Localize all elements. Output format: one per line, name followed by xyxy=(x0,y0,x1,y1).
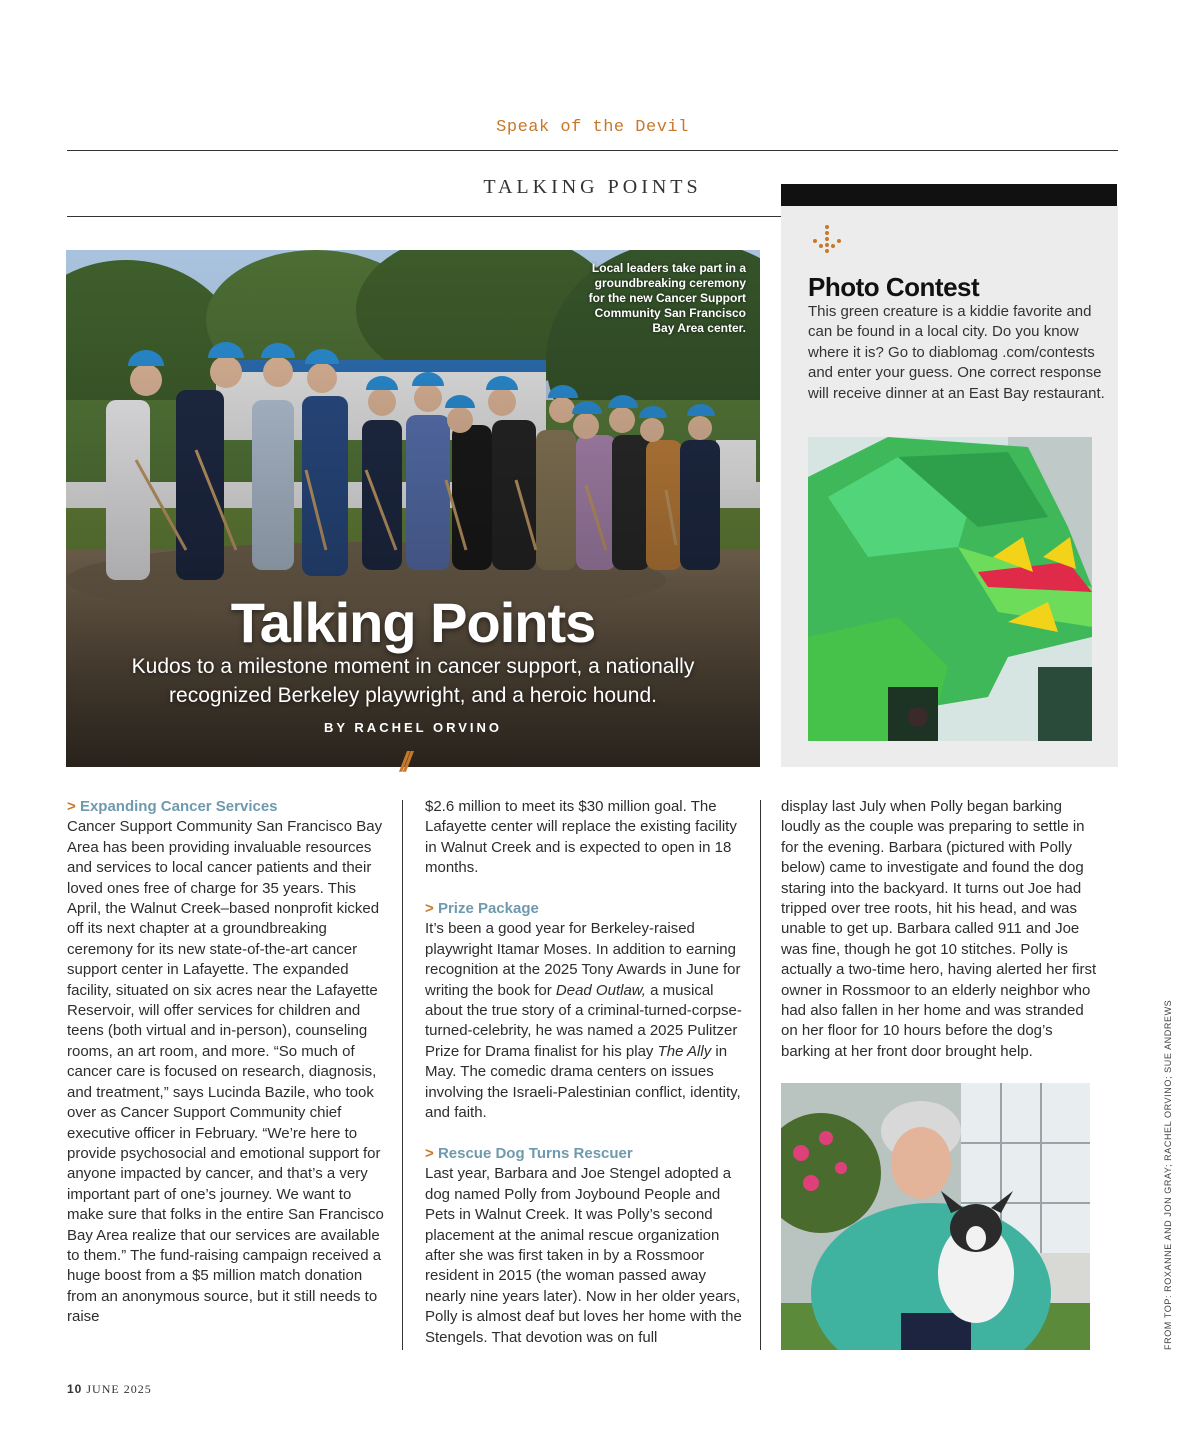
section-kicker: Speak of the Devil xyxy=(496,118,689,137)
photo-caption: Local leaders take part in a groundbreaking ceremony for the new Cancer Support Community San Francisco Bay Area center. xyxy=(588,261,746,335)
chevron-right-icon: > xyxy=(425,1144,438,1162)
subhead-prize-package xyxy=(425,899,743,919)
sidebar-header-bar xyxy=(781,184,1117,206)
article-byline: BY RACHEL ORVINO xyxy=(323,720,503,735)
green-creature-photo xyxy=(808,437,1092,741)
photo-contest-sidebar xyxy=(781,206,1118,767)
paragraph: Cancer Support Community San Francisco Bay Area has been providing invaluable resources and services to local cancer patients and their loved ones free of charge for 35 years. This April, the Walnut Creek–based nonprofit kicked off its next chapter at a groundbreaking ceremony for its new state-of-the-art cancer support center in Lafayette. The expanded facility, situated on six acres near the Lafayette Reservoir, will offer services for children and teens (both virtual and in-person), counseling rooms, an art room, and more. “So much of cancer care is focused on research, diagnosis, and treatment,” says Lucinda Bazile, who took over as Cancer Support Community chief executive officer in February. “We’re here to provide psychosocial and emotional support for anyone impacted by cancer, and that’s a very important part of one’s journey. We want to make sure that folks in the entire San Francisco Bay Area realize that our services are available to them.” The fund-raising campaign received a huge boost from a $5 million match donation from an anonymous source, but it still needs to raise xyxy=(67,818,384,1326)
chevron-right-icon: > xyxy=(425,900,438,918)
article-column-3 xyxy=(781,797,1099,1062)
dotted-arrow-down-icon xyxy=(811,224,843,260)
green-creature-illustration xyxy=(808,437,1092,741)
section-title: TALKING POINTS xyxy=(483,176,702,198)
subhead-text: Expanding Cancer Services xyxy=(79,798,278,815)
text-run: in May. The comedic drama centers on issues involving the Israeli-Palestinian conflict, identity, and faith. xyxy=(425,1042,741,1122)
spacer xyxy=(425,1123,743,1143)
sidebar-text: This green creature is a kiddie favorite and can be found in a local city. Do you know where it is? Go to diablomag .com/contests and enter your guess. One correct response will receive dinner at an East Bay restaurant. xyxy=(808,303,1105,402)
paragraph: $2.6 million to meet its $30 million goal. The Lafayette center will replace the existing facility in Walnut Creek and is expected to open in 18 months. xyxy=(425,798,737,877)
text-run: It’s been a good year for Berkeley-raised playwright Itamar Moses. In addition to earning recognition at the 2025 Tony Awards in June for writing the book for xyxy=(425,920,741,999)
page-number: 10 xyxy=(67,1382,83,1396)
chevron-right-icon: > xyxy=(67,798,80,815)
column-rule xyxy=(760,800,761,1350)
column-rule xyxy=(402,800,403,1350)
hero-photo xyxy=(66,250,760,767)
top-divider xyxy=(67,150,1118,151)
page-folio xyxy=(67,1382,152,1397)
issue-date: JUNE 2025 xyxy=(86,1382,152,1396)
subhead-text: Prize Package xyxy=(437,900,539,918)
woman-with-dog-illustration xyxy=(781,1083,1090,1350)
spacer xyxy=(425,879,743,899)
slash-ornament: // xyxy=(400,746,408,777)
woman-with-dog-photo xyxy=(781,1083,1090,1350)
subhead-expanding-cancer-services xyxy=(67,797,385,817)
article-column-2 xyxy=(425,797,743,1348)
article-title: Talking Points xyxy=(230,591,596,654)
work-title: The Ally xyxy=(657,1042,712,1060)
sidebar-title: Photo Contest xyxy=(808,272,980,302)
text-run: a musical about the true story of a criminal-turned-corpse-turned-celebrity, he was named a 2025 Pulitzer Prize for Drama finalist for his play xyxy=(425,981,742,1060)
work-title: Dead Outlaw, xyxy=(555,981,646,999)
paragraph: display last July when Polly began barking loudly as the couple was preparing to settle in for the evening. Barbara (pictured with Polly below) came to investigate and found the dog staring into the backyard. It turns out Joe had tripped over tree roots, hit his head, and was unable to get up. Barbara called 911 and Joe was fine, though he got 10 stitches. Polly is actually a two-time hero, having alerted her first owner in Rossmoor to an elderly neighbor who had also fallen in her home and was stranded on her floor for 10 hours before the dog’s barking at her front door brought help. xyxy=(781,798,1097,1060)
paragraph xyxy=(425,919,743,1123)
paragraph: Last year, Barbara and Joe Stengel adopted a dog named Polly from Joybound People and Pets in Walnut Creek. It was Polly’s second placement at the animal rescue organization after she was first taken in by a Rossmoor resident in 2015 (the woman passed away nearly nine years later). Now in her older years, Polly is almost deaf but loves her home with the Stengels. That devotion was on full xyxy=(425,1165,742,1346)
subhead-text: Rescue Dog Turns Rescuer xyxy=(437,1144,633,1162)
section-divider xyxy=(67,216,781,217)
article-dek: Kudos to a milestone moment in cancer support, a nationally recognized Berkeley playwright, and a heroic hound. xyxy=(131,655,695,707)
article-column-1 xyxy=(67,797,385,1328)
photo-credit: FROM TOP: ROXANNE AND JON GRAY; RACHEL ORVINO; SUE ANDREWS xyxy=(1163,999,1173,1350)
subhead-rescue-dog xyxy=(425,1144,743,1164)
